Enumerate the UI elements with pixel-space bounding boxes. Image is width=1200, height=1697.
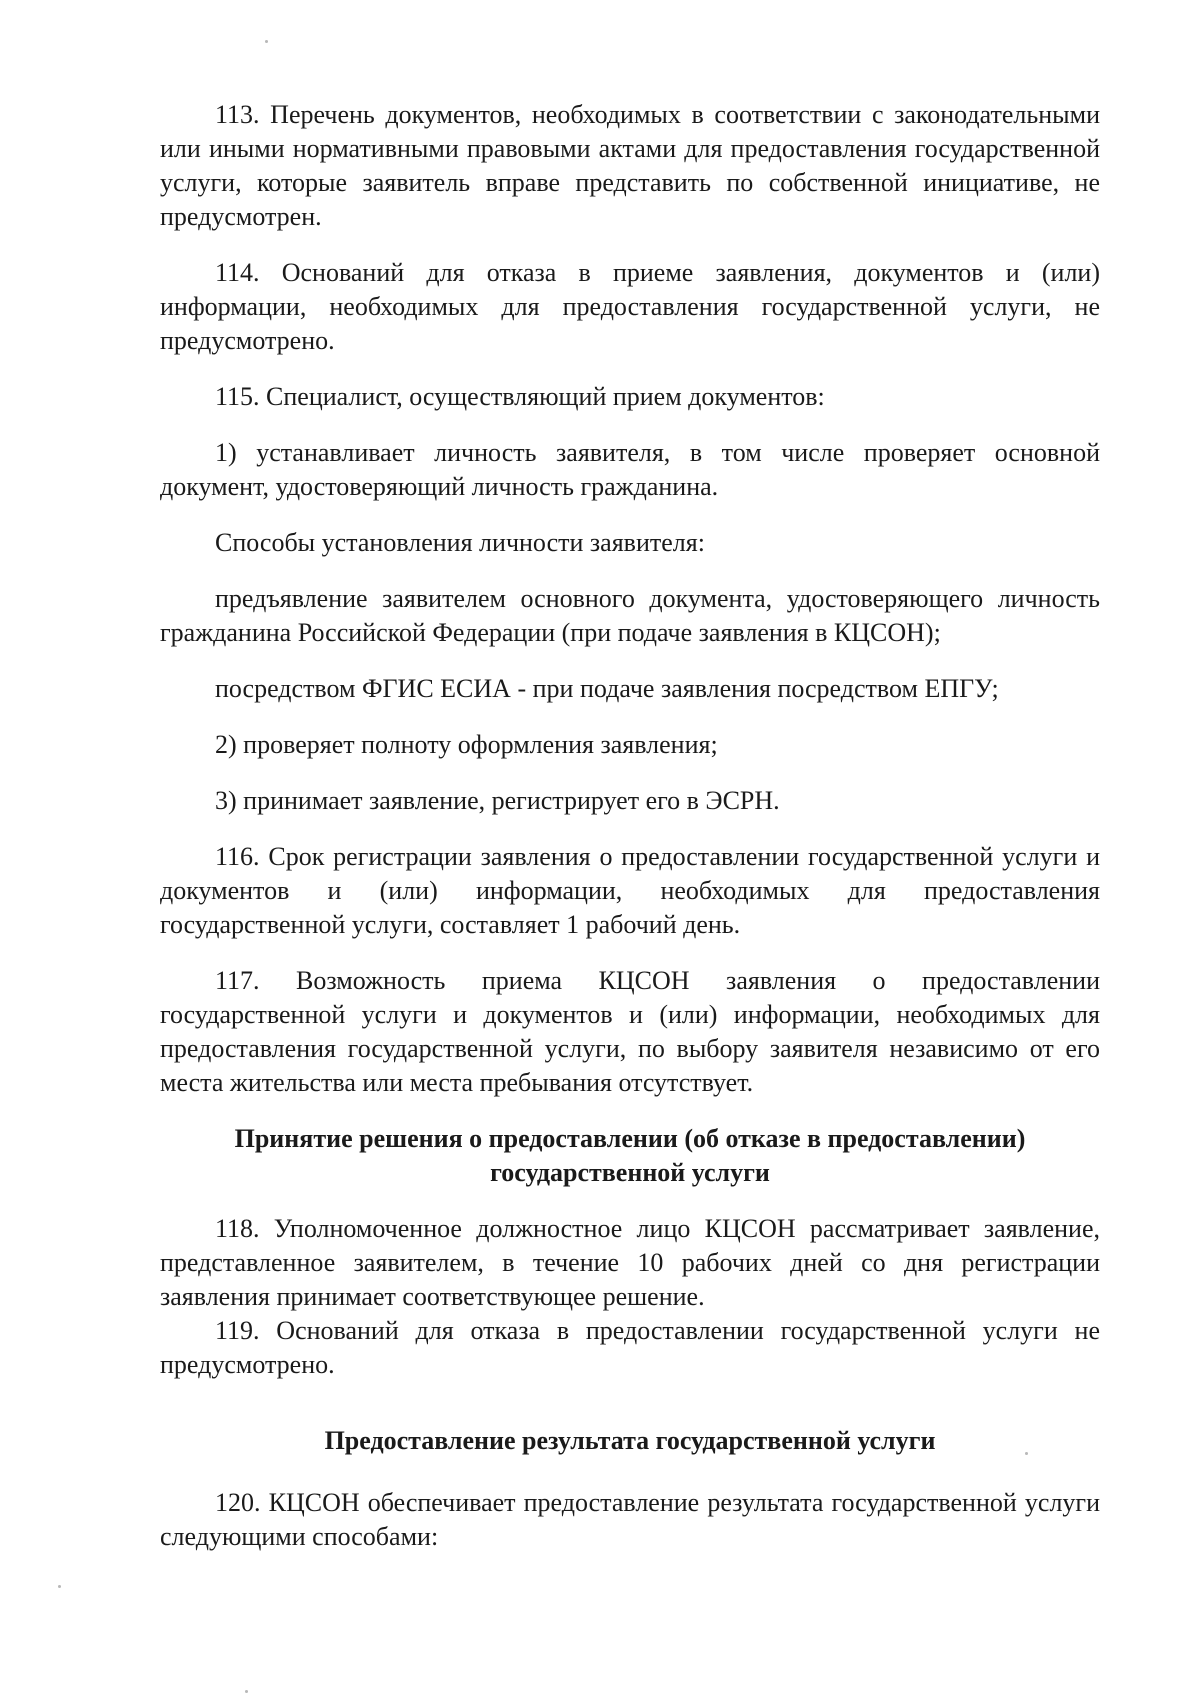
paragraph-115: 115. Специалист, осуществляющий прием документов: (215, 382, 825, 411)
paragraph-120: 120. КЦСОН обеспечивает предоставление результата государственной услуги следующими способами: (160, 1488, 1100, 1551)
list-item-1: 1) устанавливает личность заявителя, в том числе проверяет основной документ, удостоверяющий личность гражданина. (160, 438, 1100, 501)
section-heading-decision-line2: государственной услуги (490, 1158, 770, 1187)
list-item-3: 3) принимает заявление, регистрирует его в ЭСРН. (215, 786, 780, 815)
paragraph-118: 118. Уполномоченное должностное лицо КЦСОН рассматривает заявление, представленное заявителем, в течение 10 рабочих дней со дня регистрации заявления принимает соответствующее решение. (160, 1214, 1100, 1311)
paragraph-119: 119. Оснований для отказа в предоставлении государственной услуги не предусмотрено. (160, 1316, 1100, 1379)
section-heading-decision (160, 1122, 1100, 1190)
identification-methods-title: Способы установления личности заявителя: (215, 528, 705, 557)
scan-speck (245, 1690, 248, 1693)
paragraph-116: 116. Срок регистрации заявления о предоставлении государственной услуги и документов и (или) информации, необходимых для предоставления государственной услуги, составляет 1 рабочий день. (160, 842, 1100, 939)
paragraph-117: 117. Возможность приема КЦСОН заявления о предоставлении государственной услуги и документов и (или) информации, необходимых для предоставления государственной услуги, по выбору заявителя независимо от его места жительства или места пребывания отсутствует. (160, 966, 1100, 1097)
paragraph-114: 114. Оснований для отказа в приеме заявления, документов и (или) информации, необходимых для предоставления государственной услуги, не предусмотрено. (160, 258, 1100, 355)
section-heading-result: Предоставление результата государственной услуги (324, 1426, 936, 1455)
section-heading-decision-line1: Принятие решения о предоставлении (об отказе в предоставлении) (234, 1124, 1026, 1153)
identification-method-esia: посредством ФГИС ЕСИА - при подаче заявления посредством ЕПГУ; (215, 674, 999, 703)
scan-speck (1025, 1452, 1028, 1455)
scan-speck (265, 40, 268, 43)
paragraph-113: 113. Перечень документов, необходимых в соответствии с законодательными или иными нормативными правовыми актами для предоставления государственной услуги, которые заявитель вправе представить по собственной инициативе, не предусмотрен. (160, 100, 1100, 231)
scan-speck (58, 1585, 61, 1588)
document-page (160, 98, 1100, 1554)
identification-method-passport: предъявление заявителем основного документа, удостоверяющего личность гражданина Российской Федерации (при подаче заявления в КЦСОН); (160, 584, 1100, 647)
list-item-2: 2) проверяет полноту оформления заявления; (215, 730, 718, 759)
